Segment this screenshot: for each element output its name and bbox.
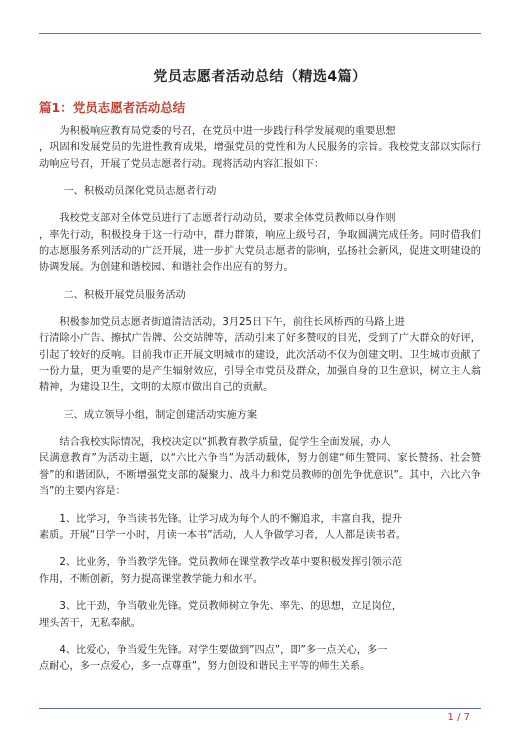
paragraph-1: 我校党支部对全体党员进行了志愿者行动动员，要求全体党员教师以身作则 ，率先行动，积极投身于这一行动中，群力群策，响应上级号召，争取圆满完成任务。同时借我们的志愿服务系列活动的广泛开展，进一步扩大党员志愿者的影响，弘扬社会新风，促进文明建设的协调发展。为创建和谐校园、和谐社会作出应有的努力。 [39, 213, 481, 274]
document-title: 党员志愿者活动总结（精选4篇） [153, 69, 367, 85]
subheading-1: 一、积极动员深化党员志愿者行动 [63, 186, 217, 198]
paragraph-intro: 为积极响应教育局党委的号召，在党员中进一步践行科学发展观的重要思想 ，巩固和发展党员的先进性教育成果，增强党员的党性和为人民服务的宗旨。我校党支部以实际行动响应号召，开展了党员志愿者行动。现将活动内容汇报如下： [39, 126, 481, 170]
list-item-4: 4、比爱心，争当爱生先锋。对学生要做到”四点”，即”多一点关心，多一 点耐心，多一点爱心，多一点尊重”，努力创设和谐民主平等的师生关系。 [39, 644, 388, 673]
page-indicator: 1 / 7 [447, 712, 470, 723]
footer-rule [39, 708, 481, 709]
list-item-3: 3、比干劲，争当敬业先锋。党员教师树立争先、率先、的思想，立足岗位， 埋头苦干，无私奉献。 [39, 601, 403, 629]
subheading-2: 二、积极开展党员服务活动 [63, 289, 186, 301]
list-item-1: 1、比学习，争当读书先锋。让学习成为每个人的不懈追求，丰富自我，提升 素质。开展“日学一小时，月读一本书”活动，人人争做学习者，人人都是读书者。 [39, 513, 407, 541]
paragraph-2: 积极参加党员志愿者街道清洁活动，3月25日下午，前往长风桥西的马路上进 行清除小广告、擦拭广告牌、公交站牌等，活动引来了好多赞叹的目光，受到了广大群众的好评，引起了较好的反响。目前我市正开展文明城市的建设，此次活动不仅为创建文明、卫生城市贡献了一份力量，更为重要的是产生辐射效应，引导全市党员及群众，加强自身的卫生意识，树立主人翁精神，为建设卫生，文明的太原市做出自己的贡献。 [39, 316, 481, 394]
section-heading: 篇1：党员志愿者活动总结 [39, 100, 186, 115]
list-item-2: 2、比业务，争当教学先锋。党员教师在课堂教学改革中要积极发挥引领示范 作用，不断创新，努力提高课堂教学能力和水平。 [39, 557, 403, 585]
paragraph-3: 结合我校实际情况，我校决定以“抓教育教学质量，促学生全面发展，办人 民满意教育”为活动主题，以“六比六争当”为活动载体，努力创建“师生赞同、家长赞扬、社会赞誉”的和谐团队，不断增强党支部的凝聚力、战斗力和党员教师的创先争优意识”。其中，六比六争当”的主要内容是： [39, 436, 481, 498]
document-body [39, 124, 481, 687]
subheading-3: 三、成立领导小组，制定创建活动实施方案 [63, 409, 258, 421]
header-rule [39, 33, 481, 34]
